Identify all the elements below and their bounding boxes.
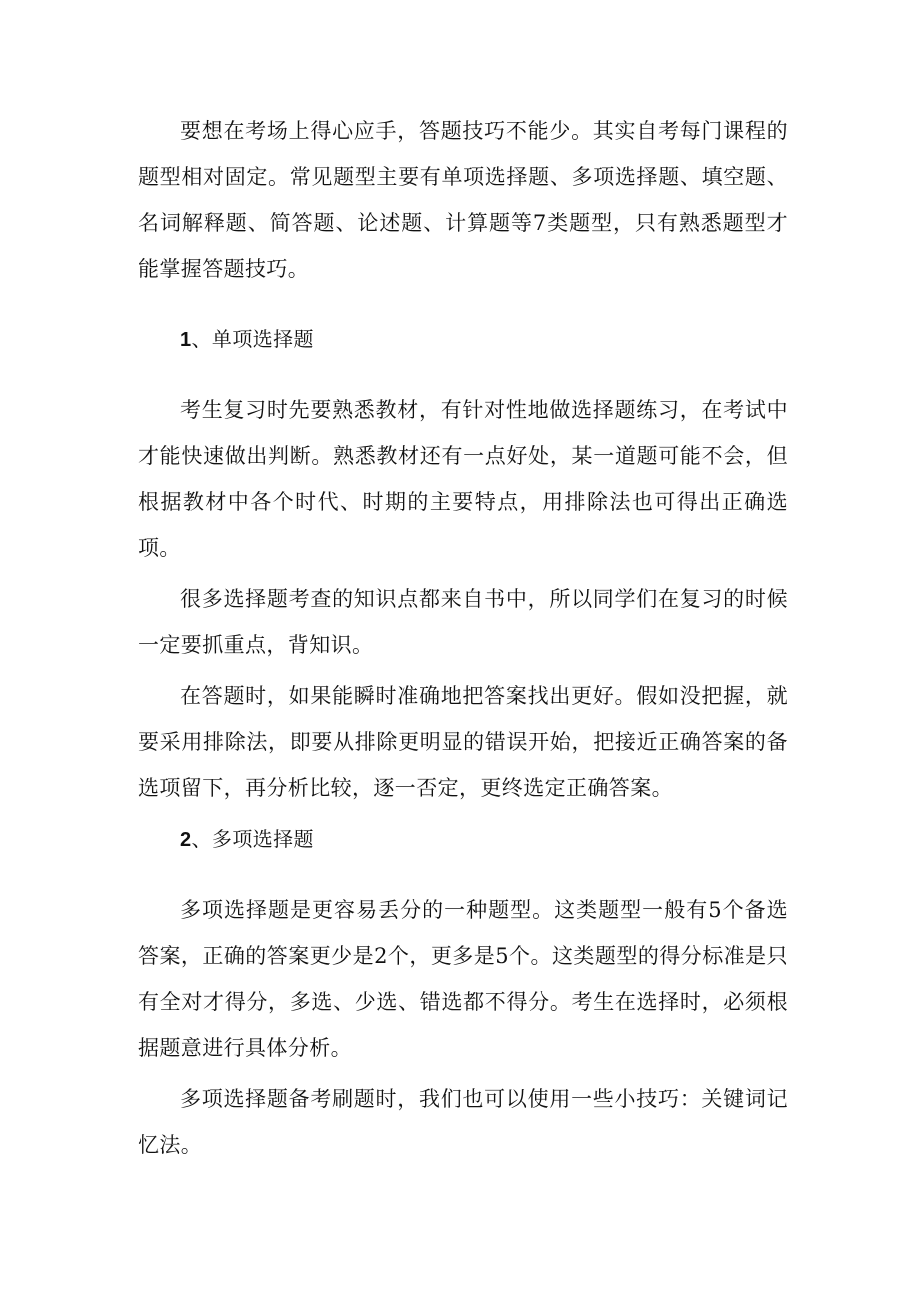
section-1-paragraph-2: 很多选择题考查的知识点都来自书中，所以同学们在复习的时候一定要抓重点，背知识。 xyxy=(138,587,788,657)
section-1-heading xyxy=(138,316,788,363)
section-1-paragraph-1: 考生复习时先要熟悉教材，有针对性地做选择题练习，在考试中才能快速做出判断。熟悉教材还有一点好处，某一道题可能不会，但根据教材中各个时代、时期的主要特点，用排除法也可得出正确选项。 xyxy=(138,398,788,560)
section-2-number: 2 xyxy=(180,829,192,851)
section-2-paragraph-1: 多项选择题是更容易丢分的一种题型。这类题型一般有5个备选答案，正确的答案更少是2个，更多是5个。这类题型的得分标准是只有全对才得分，多选、少选、错选都不得分。考生在选择时，必须根据题意进行具体分析。 xyxy=(138,898,788,1060)
intro-paragraph: 要想在考场上得心应手，答题技巧不能少。其实自考每门课程的题型相对固定。常见题型主要有单项选择题、多项选择题、填空题、名词解释题、简答题、论述题、计算题等7类题型，只有熟悉题型才能掌握答题技巧。 xyxy=(138,119,788,281)
section-1-number: 1 xyxy=(180,329,192,351)
section-1-paragraph-3: 在答题时，如果能瞬时准确地把答案找出更好。假如没把握，就要采用排除法，即要从排除更明显的错误开始，把接近正确答案的备选项留下，再分析比较，逐一否定，更终选定正确答案。 xyxy=(138,684,788,800)
section-2-title: 、多项选择题 xyxy=(191,827,314,851)
document-body xyxy=(138,108,788,1168)
spacer xyxy=(138,292,788,316)
spacer xyxy=(138,363,788,387)
section-2-heading xyxy=(138,816,788,863)
spacer xyxy=(138,863,788,887)
section-1-title: 、单项选择题 xyxy=(191,327,314,351)
section-2-paragraph-2: 多项选择题备考刷题时，我们也可以使用一些小技巧：关键词记忆法。 xyxy=(138,1087,788,1157)
